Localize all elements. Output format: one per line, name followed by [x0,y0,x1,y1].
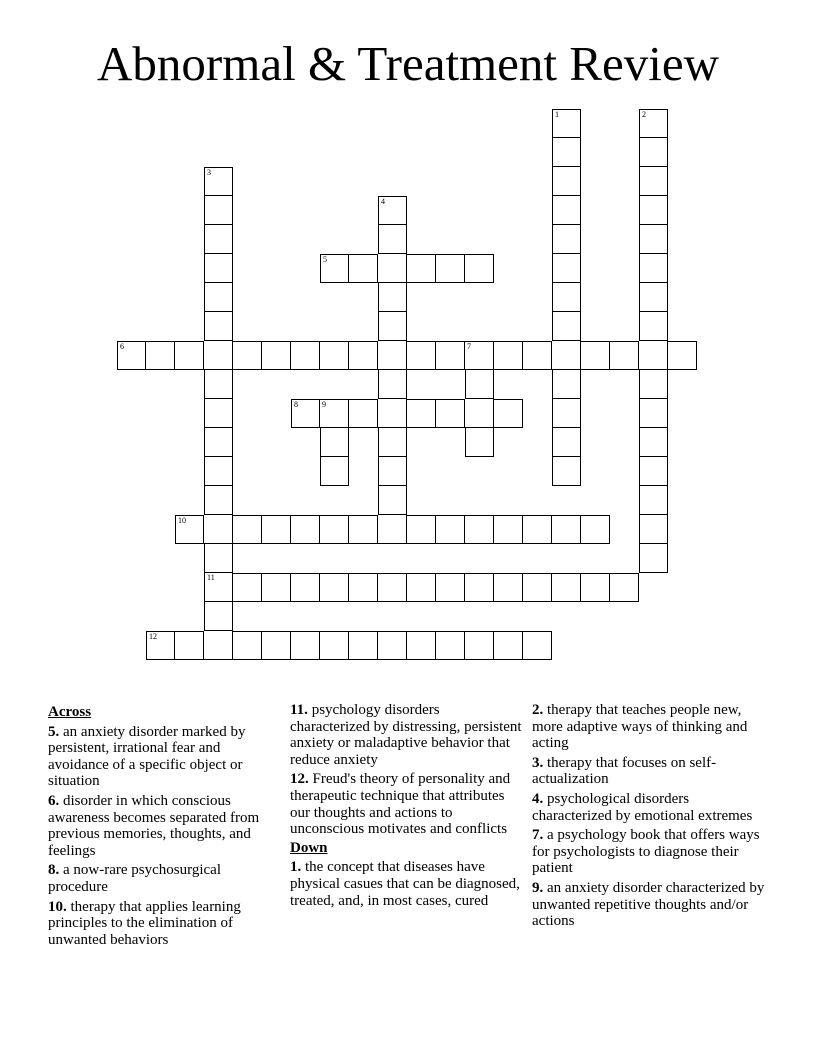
grid-cell[interactable] [233,631,262,660]
grid-cell[interactable] [436,341,465,370]
grid-cell[interactable] [494,399,523,428]
grid-cell[interactable] [407,254,436,283]
grid-cell[interactable] [291,515,320,544]
grid-cell[interactable] [204,428,233,457]
clue-down-1: 1. the concept that diseases have physical casues that can be diagnosed, treated, and, in most cases, cured [290,859,520,909]
grid-cell[interactable] [175,515,204,544]
clues-column-3 [532,702,768,930]
cell-number: 7 [467,342,471,351]
grid-cell[interactable] [639,312,668,341]
grid-cell[interactable] [204,602,233,631]
grid-cell[interactable] [552,196,581,225]
grid-cell[interactable] [436,515,465,544]
grid-cell[interactable] [523,573,552,602]
cell-number: 9 [322,400,326,409]
grid-cell[interactable] [320,341,349,370]
grid-cell[interactable] [204,399,233,428]
grid-cell[interactable] [639,457,668,486]
grid-cell[interactable] [349,573,378,602]
grid-cell[interactable] [639,138,668,167]
grid-cell[interactable] [552,370,581,399]
grid-cell[interactable] [378,341,407,370]
grid-cell[interactable] [378,515,407,544]
grid-cell[interactable] [407,399,436,428]
grid-cell[interactable] [639,167,668,196]
grid-cell[interactable] [378,399,407,428]
grid-cell[interactable] [639,196,668,225]
grid-cell[interactable] [610,341,639,370]
grid-cell[interactable] [639,428,668,457]
grid-cell[interactable] [465,428,494,457]
clue-down-7: 7. a psychology book that offers ways for psychologists to diagnose their patient [532,827,760,877]
grid-cell[interactable] [320,399,349,428]
grid-cell[interactable] [465,254,494,283]
puzzle-title: Abnormal & Treatment Review [97,36,719,91]
grid-cell[interactable] [552,573,581,602]
grid-cell[interactable] [552,428,581,457]
cell-number: 12 [149,632,157,641]
grid-cell[interactable] [204,225,233,254]
grid-cell[interactable] [436,254,465,283]
grid-cell[interactable] [552,399,581,428]
grid-cell[interactable] [494,631,523,660]
clue-across-11: 11. psychology disorders characterized by distressing, persistent anxiety or maladaptive behavior that reduce anxiety [290,702,522,768]
grid-cell[interactable] [320,631,349,660]
clue-down-3: 3. therapy that focuses on self-actualization [532,754,717,788]
grid-cell[interactable] [552,254,581,283]
cell-number: 2 [642,110,646,119]
down-heading: Down [290,839,328,856]
grid-cell[interactable] [320,573,349,602]
grid-cell[interactable] [378,457,407,486]
clues-column-2 [290,702,522,909]
grid-cell[interactable] [378,196,407,225]
grid-cell[interactable] [407,515,436,544]
grid-cell[interactable] [175,341,204,370]
grid-cell[interactable] [639,486,668,515]
grid-cell[interactable] [639,254,668,283]
grid-cell[interactable] [117,341,146,370]
grid-cell[interactable] [523,341,552,370]
grid-cell[interactable] [639,370,668,399]
grid-cell[interactable] [291,631,320,660]
grid-cell[interactable] [494,341,523,370]
grid-cell[interactable] [668,341,697,370]
grid-cell[interactable] [639,399,668,428]
clue-down-9: 9. an anxiety disorder characterized by unwanted repetitive thoughts and/or actions [532,879,765,930]
grid-cell[interactable] [204,370,233,399]
grid-cell[interactable] [378,312,407,341]
cell-number: 5 [323,255,327,264]
grid-cell[interactable] [581,341,610,370]
grid-cell[interactable] [494,573,523,602]
grid-cell[interactable] [407,631,436,660]
grid-cell[interactable] [204,631,233,660]
grid-cell[interactable] [378,283,407,312]
grid-cell[interactable] [639,109,668,138]
grid-cell[interactable] [320,457,349,486]
grid-cell[interactable] [639,515,668,544]
grid-cell[interactable] [639,544,668,573]
clue-down-4: 4. psychological disorders characterized by emotional extremes [532,790,753,824]
grid-cell[interactable] [552,138,581,167]
clue-across-8: 8. a now-rare psychosurgical procedure [48,862,221,895]
grid-cell[interactable] [262,515,291,544]
grid-cell[interactable] [204,457,233,486]
clue-across-5: 5. an anxiety disorder marked by persistent, irrational fear and avoidance of a specific object or situation [48,723,246,790]
grid-cell[interactable] [204,196,233,225]
grid-cell[interactable] [465,370,494,399]
cell-number: 11 [207,573,215,582]
grid-cell[interactable] [465,573,494,602]
grid-cell[interactable] [146,631,175,660]
cell-number: 6 [120,342,124,351]
grid-cell[interactable] [204,167,233,196]
grid-cell[interactable] [262,631,291,660]
grid-cell[interactable] [291,573,320,602]
grid-cell[interactable] [233,515,262,544]
clues-column-1 [48,702,276,948]
across-heading: Across [48,704,92,720]
grid-cell[interactable] [523,515,552,544]
grid-cell[interactable] [552,225,581,254]
grid-cell[interactable] [378,428,407,457]
grid-cell[interactable] [639,283,668,312]
grid-cell[interactable] [465,515,494,544]
grid-cell[interactable] [291,399,320,428]
grid-cell[interactable] [349,515,378,544]
grid-cell[interactable] [581,515,610,544]
grid-cell[interactable] [465,341,494,370]
clue-across-6: 6. disorder in which conscious awareness becomes separated from previous memories, thoughts, and feelings [48,792,260,859]
grid-cell[interactable] [581,573,610,602]
cell-number: 3 [207,168,211,177]
grid-cell[interactable] [436,573,465,602]
grid-cell[interactable] [291,341,320,370]
grid-cell[interactable] [320,254,349,283]
clue-across-10: 10. therapy that applies learning principles to the elimination of unwanted behaviors [48,898,241,948]
cell-number: 10 [178,516,186,525]
grid-cell[interactable] [552,457,581,486]
grid-cell[interactable] [378,370,407,399]
grid-cell[interactable] [204,312,233,341]
grid-cell[interactable] [407,341,436,370]
grid-cell[interactable] [465,631,494,660]
grid-cell[interactable] [204,544,233,573]
cell-number: 1 [555,110,559,119]
grid-cell[interactable] [175,631,204,660]
grid-cell[interactable] [320,428,349,457]
grid-cell[interactable] [552,167,581,196]
grid-cell[interactable] [349,631,378,660]
grid-cell[interactable] [378,254,407,283]
grid-cell[interactable] [407,573,436,602]
cell-number: 4 [381,197,385,206]
grid-cell[interactable] [204,254,233,283]
grid-cell[interactable] [204,486,233,515]
grid-cell[interactable] [204,283,233,312]
grid-cell[interactable] [639,225,668,254]
grid-cell[interactable] [262,341,291,370]
grid-cell[interactable] [349,341,378,370]
grid-cell[interactable] [552,341,581,370]
grid-cell[interactable] [204,515,233,544]
grid-cell[interactable] [233,341,262,370]
grid-cell[interactable] [349,254,378,283]
grid-cell[interactable] [320,515,349,544]
grid-cell[interactable] [146,341,175,370]
grid-cell[interactable] [436,631,465,660]
grid-cell[interactable] [639,341,668,370]
grid-cell[interactable] [349,399,378,428]
clue-down-2: 2. therapy that teaches people new, more adaptive ways of thinking and acting [532,702,748,752]
cell-number: 8 [294,400,298,409]
grid-cell[interactable] [552,283,581,312]
grid-cell[interactable] [378,225,407,254]
grid-cell[interactable] [494,515,523,544]
grid-cell[interactable] [204,341,233,370]
grid-cell[interactable] [262,573,291,602]
grid-cell[interactable] [204,573,233,602]
clue-across-12: 12. Freud's theory of personality and therapeutic technique that attributes our thoughts and actions to unconscious motivates and conflicts [290,771,511,838]
grid-cell[interactable] [233,573,262,602]
grid-cell[interactable] [465,399,494,428]
grid-cell[interactable] [523,631,552,660]
grid-cell[interactable] [378,631,407,660]
grid-cell[interactable] [552,312,581,341]
grid-cell[interactable] [552,109,581,138]
grid-cell[interactable] [436,399,465,428]
grid-cell[interactable] [378,573,407,602]
grid-cell[interactable] [610,573,639,602]
grid-cell[interactable] [552,515,581,544]
grid-cell[interactable] [378,486,407,515]
